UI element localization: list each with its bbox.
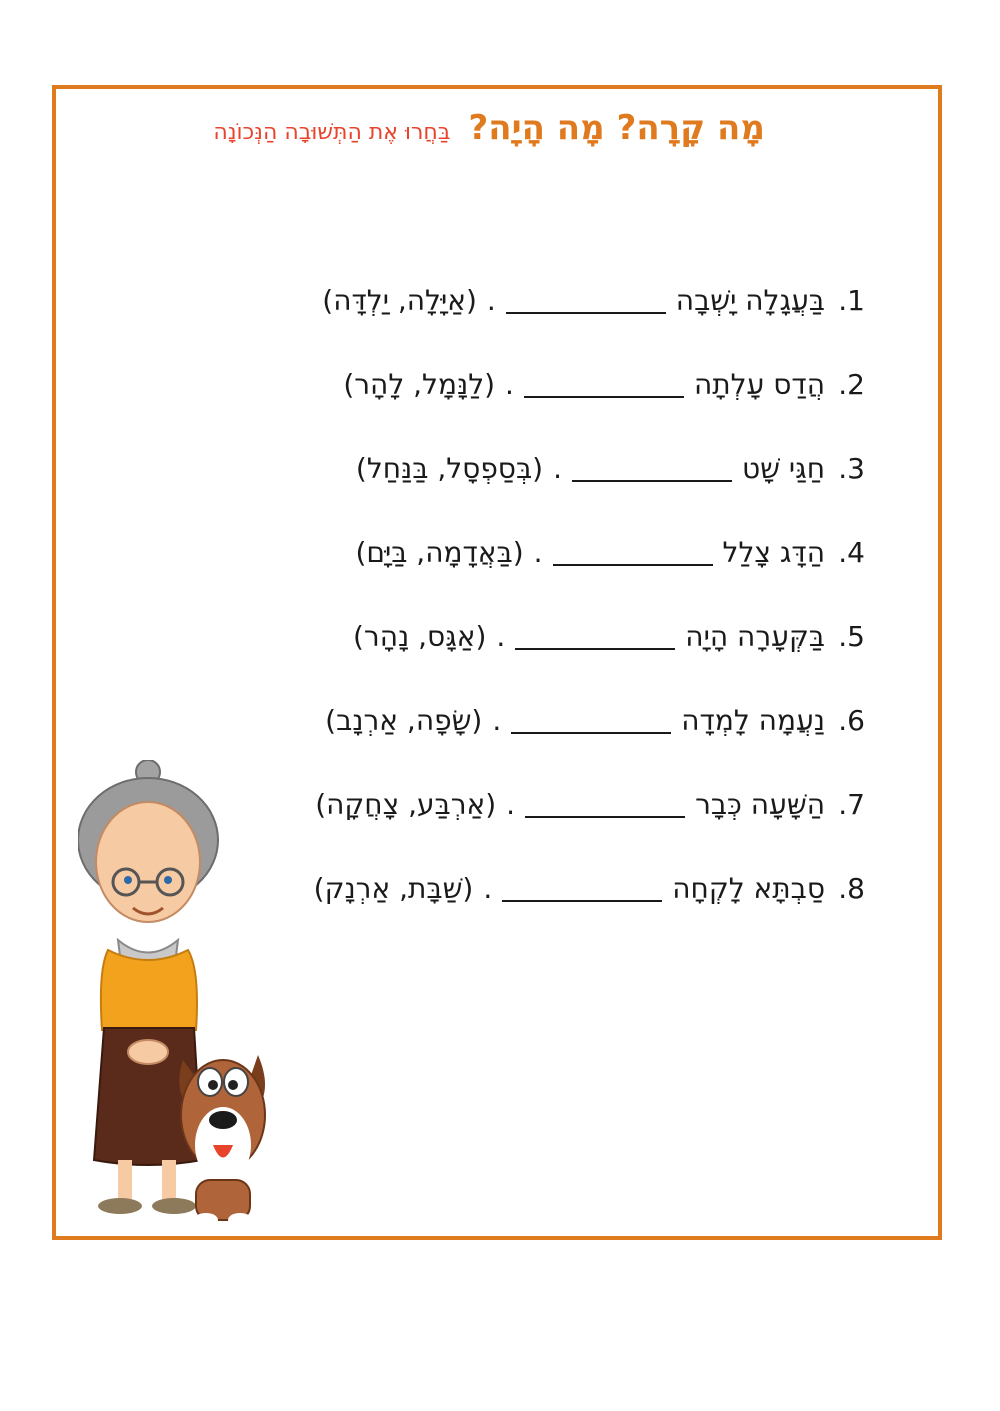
worksheet-instruction: בַּחֲרוּ אֶת הַתְּשׁוּבָה הַנְּכוֹנָה — [213, 120, 451, 145]
question-text: סַבְתָּא לָקְחָה — [672, 871, 825, 905]
question-item — [245, 594, 865, 678]
answer-blank[interactable] — [553, 538, 713, 566]
question-item — [245, 762, 865, 846]
answer-blank[interactable] — [525, 790, 685, 818]
period: . — [496, 619, 506, 653]
period: . — [505, 367, 514, 401]
question-text: בַּקְּעָרָה הָיָה — [685, 619, 825, 653]
question-item — [245, 510, 865, 594]
answer-options: (לַנָּמָל, לָהָר) — [343, 367, 496, 401]
answer-blank[interactable] — [506, 286, 666, 314]
question-number: 6. — [838, 703, 865, 737]
period: . — [492, 703, 502, 737]
period: . — [506, 787, 516, 821]
question-item — [245, 846, 865, 930]
question-text: בַּעֲגָלָה יָשְׁבָה — [675, 283, 825, 317]
question-number: 1. — [838, 283, 865, 317]
answer-options: (בְּסַפְסָל, בַּנַּחַל) — [355, 451, 544, 485]
question-item — [245, 342, 865, 426]
answer-options: (אַגָּס, נָהָר) — [353, 619, 487, 653]
answer-blank[interactable] — [511, 706, 671, 734]
question-number: 5. — [838, 619, 865, 653]
answer-options: (בַּאֲדָמָה, בַּיָּם) — [355, 535, 524, 569]
answer-blank[interactable] — [572, 454, 732, 482]
answer-options: (אַיָּלָה, יַלְדָּה) — [322, 283, 477, 317]
question-list — [245, 258, 865, 930]
question-number: 8. — [838, 871, 865, 905]
grandmother-and-dog-illustration — [78, 760, 278, 1230]
period: . — [553, 451, 562, 485]
question-text: נַעֲמָה לָמְדָה — [681, 703, 825, 737]
period: . — [486, 283, 496, 317]
period: . — [533, 535, 543, 569]
question-item — [245, 258, 865, 342]
question-item — [245, 426, 865, 510]
period: . — [483, 871, 493, 905]
question-text: חַגַּי שָׁט — [742, 451, 825, 485]
question-text: הַדָּג צָלַל — [722, 535, 825, 569]
answer-options: (שַׁבָּת, אַרְנָק) — [313, 871, 474, 905]
answer-options: (אַרְבַּע, צָחֲקָה) — [315, 787, 497, 821]
answer-blank[interactable] — [524, 370, 684, 398]
question-item — [245, 678, 865, 762]
question-number: 4. — [838, 535, 865, 569]
worksheet-header — [95, 108, 765, 168]
question-text: הַשָּׁעָה כְּבָר — [695, 787, 825, 821]
question-number: 2. — [838, 367, 865, 401]
worksheet-title: מָה קָרָה? מָה הָיָה? — [468, 108, 765, 148]
question-number: 3. — [838, 451, 865, 485]
answer-options: (שָׂפָה, אַרְנָב) — [325, 703, 483, 737]
answer-blank[interactable] — [502, 874, 662, 902]
dog-illustration — [179, 1055, 265, 1227]
answer-blank[interactable] — [515, 622, 675, 650]
question-text: הֲדַס עָלְתָה — [693, 367, 825, 401]
question-number: 7. — [838, 787, 865, 821]
